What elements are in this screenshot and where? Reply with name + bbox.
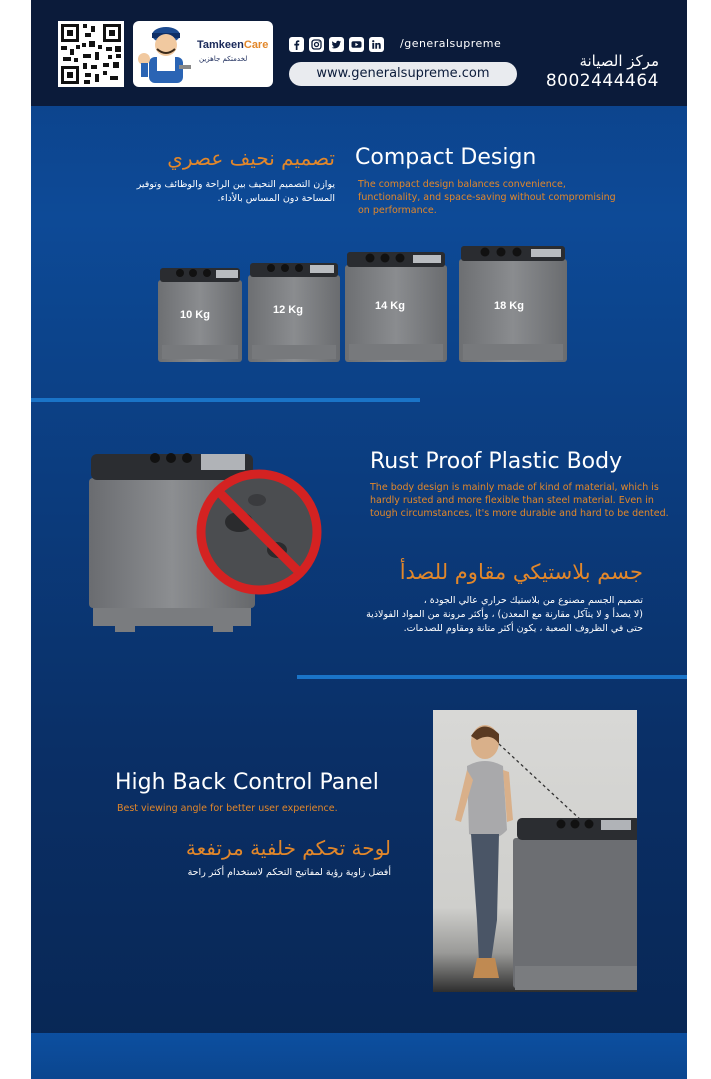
brand-name: TamkeenCare — [197, 39, 269, 51]
section-divider — [31, 398, 420, 402]
next-section-band — [31, 1033, 687, 1079]
website-link[interactable]: www.generalsupreme.com — [289, 62, 517, 86]
compact-title-en: Compact Design — [355, 145, 537, 170]
rust-desc-en: The body design is mainly made of kind of material, which is hardly rusted and more flexible than steel material. Even in tough circumstances, it's more durable and hard to be dented. — [370, 482, 669, 519]
capacity-label: 10 Kg — [180, 309, 210, 321]
capacity-label: 14 Kg — [375, 300, 405, 312]
compact-desc-en: The compact design balances convenience, functionality, and space-saving without compromising on performance. — [358, 179, 616, 216]
section-divider — [297, 675, 687, 679]
social-handle: /generalsupreme — [400, 37, 502, 50]
compact-desc-ar: يوازن التصميم النحيف بين الراحة والوظائف وتوفير المساحة دون المساس بالأداء. — [136, 179, 335, 204]
rust-title-en: Rust Proof Plastic Body — [370, 449, 623, 474]
washing-machines-lineup — [31, 0, 687, 400]
brand-tagline: لخدمتكم جاهزين — [199, 55, 248, 63]
panel-desc-en: Best viewing angle for better user experience. — [117, 803, 338, 814]
capacity-label: 12 Kg — [273, 304, 303, 316]
capacity-label: 18 Kg — [494, 300, 524, 312]
maintenance-number[interactable]: 8002444464 — [545, 71, 659, 91]
compact-title-ar: تصميم نحيف عصري — [167, 146, 335, 170]
panel-title-en: High Back Control Panel — [115, 770, 379, 795]
panel-desc-ar: أفضل زاوية رؤية لمفاتيح التحكم لاستخدام أكثر راحة — [187, 867, 391, 878]
maintenance-label: مركز الصيانة — [579, 52, 659, 70]
flyer-page — [31, 0, 687, 1079]
rust-desc-ar: تصميم الجسم مصنوع من بلاستيك حراري عالي الجودة ، (لا يصدأ و لا يتآكل مقارنة مع المعدن) ، وأكثر مرونة من المواد الفولاذية حتى في الظروف الصعبة ، يكون أكثر متانة ومقاوم للصدمات. — [366, 595, 643, 634]
user-with-machine-photo — [433, 710, 637, 992]
no-rust-icon — [201, 474, 317, 590]
rust-title-ar: جسم بلاستيكي مقاوم للصدأ — [399, 560, 643, 584]
panel-title-ar: لوحة تحكم خلفية مرتفعة — [185, 836, 391, 860]
